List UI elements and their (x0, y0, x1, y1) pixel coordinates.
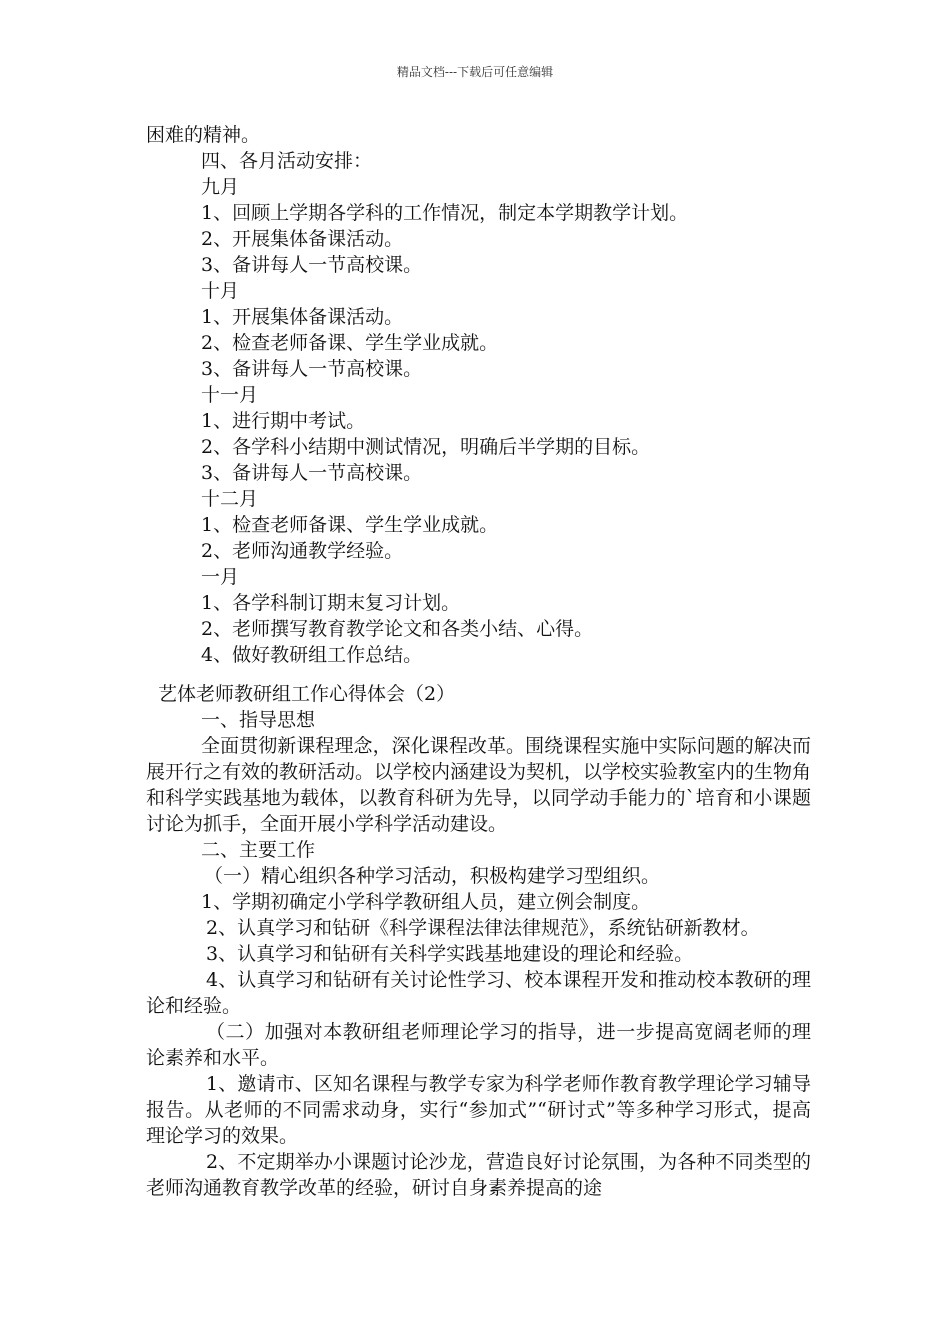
section-heading: 一、指导思想 (201, 709, 316, 731)
list-item: 3、备讲每人一节高校课。 (201, 358, 423, 380)
paragraph: 2、不定期举办小课题讨论沙龙，营造良好讨论氛围，为各种不同类型的老师沟通教育教学改革的经验，研讨自身素养提高的途 (146, 1151, 811, 1199)
paragraph: 4、认真学习和钻研有关讨论性学习、校本课程开发和推动校本教研的理论和经验。 (146, 969, 811, 1017)
month-heading: 九月 (201, 176, 240, 198)
paragraph: 2、认真学习和钻研《科学课程法律法律规范》，系统钻研新教材。 (206, 917, 760, 939)
article-title: 艺体老师教研组工作心得体会（2） (158, 683, 456, 705)
list-item: 2、老师撰写教育教学论文和各类小结、心得。 (201, 618, 594, 640)
list-item: 3、备讲每人一节高校课。 (201, 254, 423, 276)
text-line: 困难的精神。 (146, 124, 261, 146)
list-item: 3、备讲每人一节高校课。 (201, 462, 423, 484)
list-item: 1、检查老师备课、学生学业成就。 (201, 514, 499, 536)
document-body (146, 122, 811, 1201)
section-heading: 二、主要工作 (201, 839, 316, 861)
month-heading: 十二月 (201, 488, 259, 510)
paragraph: 3、认真学习和钻研有关科学实践基地建设的理论和经验。 (206, 943, 694, 965)
subsection-heading: （一）精心组织各种学习活动，积极构建学习型组织。 (204, 865, 661, 887)
paragraph: 全面贯彻新课程理念，深化课程改革。围绕课程实施中实际问题的解决而展开行之有效的教研活动。以学校内涵建设为契机，以学校实验教室内的生物角和科学实践基地为载体，以教育科研为先导，以同学动手能力的`培育和小课题讨论为抓手，全面开展小学科学活动建设。 (146, 735, 812, 835)
month-heading: 十一月 (201, 384, 259, 406)
list-item: 1、开展集体备课活动。 (201, 306, 404, 328)
paragraph: 1、学期初确定小学科学教研组人员，建立例会制度。 (201, 891, 651, 913)
list-item: 1、回顾上学期各学科的工作情况，制定本学期教学计划。 (201, 202, 689, 224)
spacer (146, 668, 811, 681)
list-item: 2、老师沟通教学经验。 (201, 540, 404, 562)
list-item: 4、做好教研组工作总结。 (201, 644, 423, 666)
paragraph: 1、邀请市、区知名课程与教学专家为科学老师作教育教学理论学习辅导报告。从老师的不同需求动身，实行“参加式”“研讨式”等多种学习形式，提高理论学习的效果。 (146, 1073, 811, 1147)
paragraph: （二）加强对本教研组老师理论学习的指导，进一步提高宽阔老师的理论素养和水平。 (146, 1021, 811, 1069)
page-header: 精品文档---下载后可任意编辑 (396, 65, 554, 79)
list-item: 2、检查老师备课、学生学业成就。 (201, 332, 499, 354)
list-item: 1、各学科制订期末复习计划。 (201, 592, 461, 614)
month-heading: 十月 (201, 280, 240, 302)
list-item: 2、开展集体备课活动。 (201, 228, 404, 250)
list-item: 1、进行期中考试。 (201, 410, 366, 432)
section-heading: 四、各月活动安排： (201, 150, 373, 172)
month-heading: 一月 (201, 566, 240, 588)
list-item: 2、各学科小结期中测试情况，明确后半学期的目标。 (201, 436, 651, 458)
